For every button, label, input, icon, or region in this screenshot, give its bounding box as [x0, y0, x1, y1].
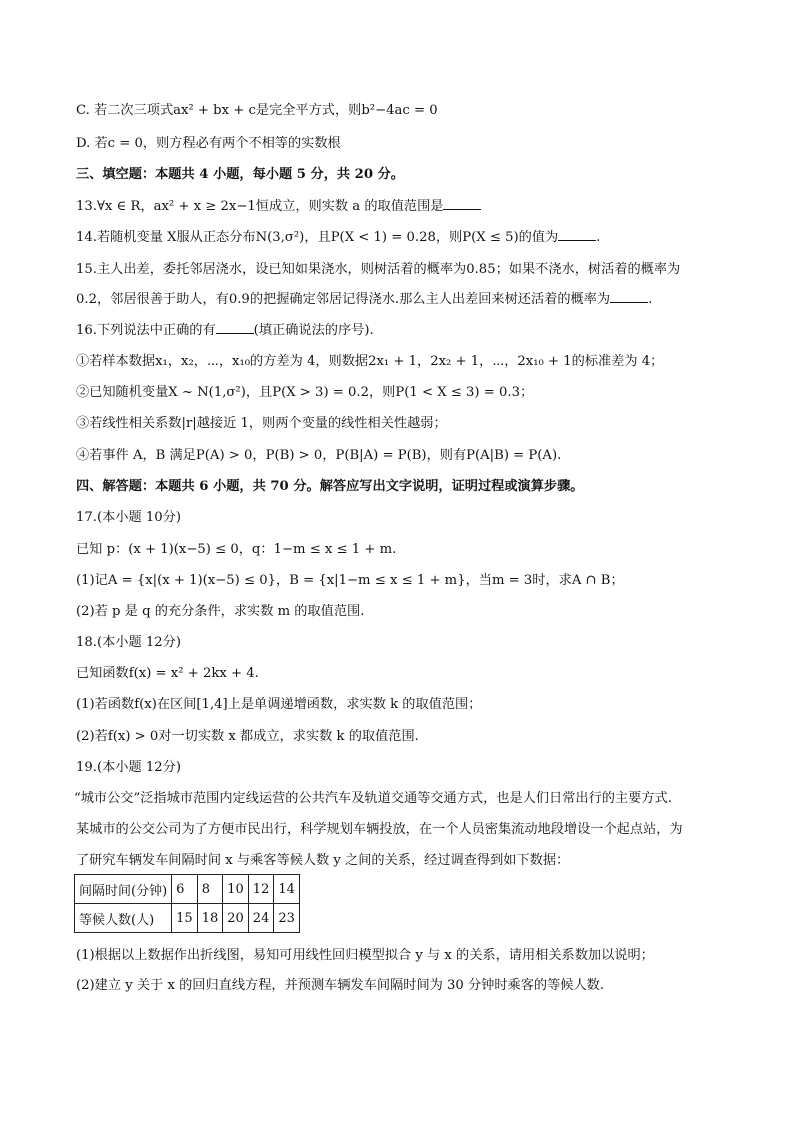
table-cell: 12	[248, 875, 274, 904]
table-cell: 24	[248, 904, 274, 933]
question-17-stem: 已知 p：(x + 1)(x−5) ≤ 0，q：1−m ≤ x ≤ 1 + m.	[76, 542, 397, 557]
section-fill-in-heading: 三、填空题：本题共 4 小题，每小题 5 分，共 20 分。	[76, 167, 404, 182]
question-18-heading: 18.(本小题 12分)	[76, 635, 181, 650]
question-19-stem-3: 了研究车辆发车间隔时间 x 与乘客等候人数 y 之间的关系，经过调查得到如下数据：	[76, 853, 570, 868]
question-15-line-1: 15.主人出差，委托邻居浇水，设已知如果浇水，则树活着的概率为0.85；如果不浇水，树活着的概率为	[76, 262, 681, 277]
question-17-heading: 17.(本小题 10分)	[76, 510, 181, 525]
table-cell: 8	[197, 875, 223, 904]
table-cell: 14	[274, 875, 300, 904]
question-18-part-2: (2)若f(x) > 0对一切实数 x 都成立，求实数 k 的取值范围.	[76, 729, 419, 744]
option-c: C. 若二次三项式ax² + bx + c是完全平方式，则b²−4ac = 0	[76, 103, 438, 118]
table-row	[75, 875, 300, 904]
question-18-part-1: (1)若函数f(x)在区间[1,4]上是单调递增函数，求实数 k 的取值范围；	[76, 697, 482, 712]
question-19-stem-1: “城市公交”泛指城市范围内定线运营的公共汽车及轨道交通等交通方式，也是人们日常出行的主要方式.	[74, 791, 672, 806]
table-row-header: 等候人数(人)	[75, 904, 172, 933]
answer-blank	[558, 228, 596, 241]
q16-statement-2: ②已知随机变量X ~ N(1,σ²)，且P(X > 3) = 0.2，则P(1 < X ≤ 3) = 0.3；	[76, 385, 534, 400]
table-cell: 18	[197, 904, 223, 933]
question-14-text: 14.若随机变量 X服从正态分布N(3,σ²)，且P(X < 1) = 0.28，则P(X ≤ 5)的值为	[76, 230, 559, 245]
q16-statement-4: ④若事件 A，B 满足P(A) > 0，P(B) > 0，P(B|A) = P(B)，则有P(A|B) = P(A).	[76, 448, 562, 463]
question-14: 14.若随机变量 X服从正态分布N(3,σ²)，且P(X < 1) = 0.28，则P(X ≤ 5)的值为 .	[76, 230, 601, 245]
question-17-part-1: (1)记A = {x|(x + 1)(x−5) ≤ 0}，B = {x|1−m ≤ x ≤ 1 + m}，当m = 3时，求A ∩ B；	[76, 573, 624, 588]
option-d: D. 若c = 0，则方程必有两个不相等的实数根	[76, 136, 341, 151]
answer-blank	[610, 290, 648, 303]
table-row	[75, 904, 300, 933]
table-cell: 10	[223, 875, 249, 904]
question-17-part-2: (2)若 p 是 q 的充分条件，求实数 m 的取值范围.	[76, 604, 365, 619]
question-18-stem: 已知函数f(x) = x² + 2kx + 4.	[76, 666, 259, 681]
question-19-part-2: (2)建立 y 关于 x 的回归直线方程，并预测车辆发车间隔时间为 30 分钟时乘客的等候人数.	[76, 978, 605, 993]
question-16	[76, 321, 726, 341]
table-cell: 6	[172, 875, 198, 904]
table-cell: 23	[274, 904, 300, 933]
data-table	[74, 874, 300, 933]
table-row-header: 间隔时间(分钟)	[75, 875, 172, 904]
q16-statement-1: ①若样本数据x₁，x₂，⋯，x₁₀的方差为 4，则数据2x₁ + 1，2x₂ + 1，⋯，2x₁₀ + 1的标准差为 4；	[76, 354, 664, 369]
section-solve-heading: 四、解答题：本题共 6 小题，共 70 分。解答应写出文字说明，证明过程或演算步骤。	[76, 479, 584, 494]
question-15-text: 0.2，邻居很善于助人，有0.9的把握确定邻居记得浇水.那么主人出差回来树还活着的概率为	[76, 292, 611, 307]
table-cell: 15	[172, 904, 198, 933]
answer-blank	[216, 321, 254, 334]
question-13	[76, 197, 726, 217]
question-19-stem-2: 某城市的公交公司为了方便市民出行，科学规划车辆投放，在一个人员密集流动地段增设一个起点站，为	[76, 822, 683, 837]
question-15-line-2: 0.2，邻居很善于助人，有0.9的把握确定邻居记得浇水.那么主人出差回来树还活着的概率为 .	[76, 292, 653, 307]
q16-statement-3: ③若线性相关系数|r|越接近 1，则两个变量的线性相关性越弱；	[76, 416, 447, 431]
question-19-heading: 19.(本小题 12分)	[76, 760, 181, 775]
table-cell: 20	[223, 904, 249, 933]
question-19-part-1: (1)根据以上数据作出折线图，易知可用线性回归模型拟合 y 与 x 的关系，请用相关系数加以说明；	[76, 948, 654, 963]
answer-blank	[443, 197, 481, 210]
question-16-text: 16.下列说法中正确的有	[76, 323, 216, 338]
question-16-tail: (填正确说法的序号).	[253, 323, 374, 338]
question-13-text: 13.∀x ∈ R，ax² + x ≥ 2x−1恒成立，则实数 a 的取值范围是	[76, 199, 444, 214]
